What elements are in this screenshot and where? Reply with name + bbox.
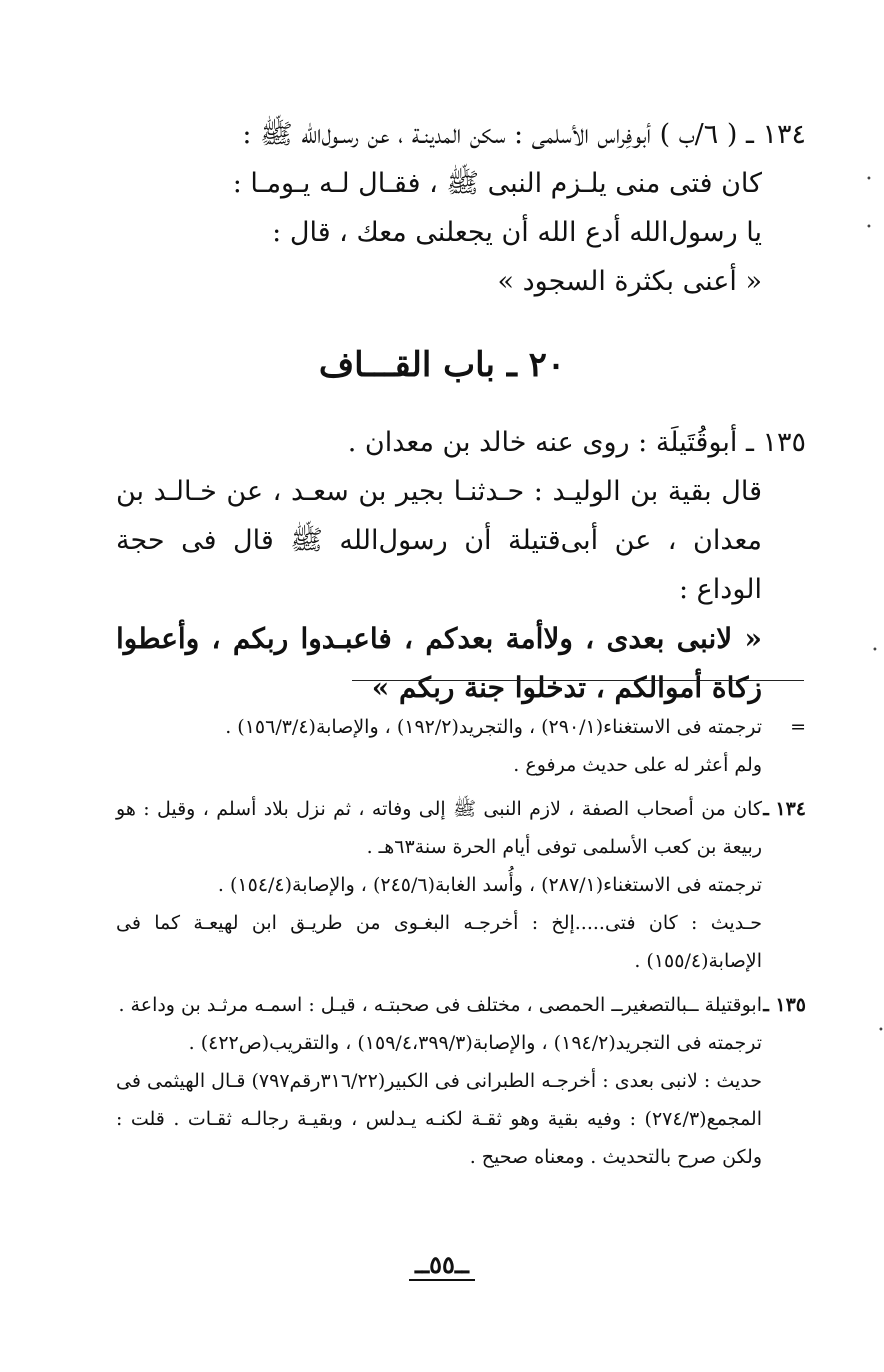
footnote-number: ١٣٤ ـ [763,798,806,820]
footnote-text: حـديث : كان فتى.....إلخ : أخرجـه البغـوى من طريـق ابن لهيعـة كما فى الإصابة(١٥٥/٤) . [116,912,762,972]
footnote-text: كان من أصحاب الصفة ، لازم النبى ﷺ إلى وفاته ، ثم نزل بلاد أسلم ، وقيل : هو ربيعة بن كعب الأسلمى توفى أيام الحرة سنة٦٣هـ . [116,798,762,858]
footnote-135 [116,986,806,1176]
entry-134-text: كان فتى منى يلـزم النبى ﷺ ، فقـال لـه يـومـا : [232,168,762,199]
scan-speck: • [866,222,872,233]
entry-135-hadith: « لانبى بعدى ، ولاأمة بعدكم ، فاعبـدوا ربكم ، وأعطوا زكاة أموالكم ، تدخلوا جنة ربكم » [116,622,762,704]
footnote-text: ترجمته فى الاستغناء(٢٨٧/١) ، وأُسد الغابة(٢٤٥/٦) ، والإصابة(١٥٤/٤) . [217,874,762,896]
footnote-text: حديث : لانبى بعدى : أخرجـه الطبرانى فى الكبير(٣١٦/٢٢رقم٧٩٧) قـال الهيثمى فى المجمع(٢٧٤/٣) : وفيه بقية وهو ثقـة لكنـه يـدلس ، وبقيـة رجالـه ثقـات . قلت : ولكن صرح بالتحديث . ومعناه صحيح . [116,1070,762,1168]
footnote-text: ولم أعثر له على حديث مرفوع . [513,754,762,776]
entry-134 [116,110,806,306]
footnote-separator [352,680,804,681]
footnote-text: ابوقتيلة ــبالتصغيرــ الحمصى ، مختلف فى صحبتـه ، قيـل : اسمـه مرثـد بن وداعة . [118,994,762,1016]
footnotes [116,702,806,1176]
footnote-number: ١٣٥ ـ [763,994,806,1016]
entry-134-title: ١٣٤ ـ ( ٦/ب ) أبوفِراس الأسلمى : سكن المدينـة ، عن رسـول‌الله ﷺ : [242,119,806,150]
continuation-marker: = [790,716,806,738]
entry-135-title: ١٣٥ ـ أبوقُتَيلَة : روى عنه خالد بن معدان . [347,427,806,458]
section-heading: ٢٠ ـ باب القـــاف [318,345,566,385]
footnote-134 [116,790,806,980]
entry-135-text: قال بقية بن الوليـد : حـدثنـا بجير بن سعـد ، عن خـالـد بن معدان ، عن أبى‌قتيلة أن رسول‌الله ﷺ قال فى حجة الوداع : [116,476,762,605]
scan-speck: • [878,1025,884,1036]
footnote-text: ترجمته فى التجريد(١٩٤/٢) ، والإصابة(١٥٩/٤،٣٩٩/٣) ، والتقريب(ص٤٢٢) . [188,1032,762,1054]
scan-speck: • [872,645,878,656]
scan-speck: • [866,174,872,185]
footnote-continuation [116,708,806,784]
page-number [0,1250,884,1279]
page-number-text: ــ٥٥ــ [409,1250,475,1281]
footnote-text: ترجمته فى الاستغناء(٢٩٠/١) ، والتجريد(١٩٢/٢) ، والإصابة(١٥٦/٣/٤) . [225,716,762,738]
entry-134-text: يا رسول‌الله أدع الله أن يجعلنى معك ، قال : [272,217,762,248]
entry-134-hadith: « أعنى بكثرة السجود » [497,266,762,297]
entry-135 [116,418,806,712]
